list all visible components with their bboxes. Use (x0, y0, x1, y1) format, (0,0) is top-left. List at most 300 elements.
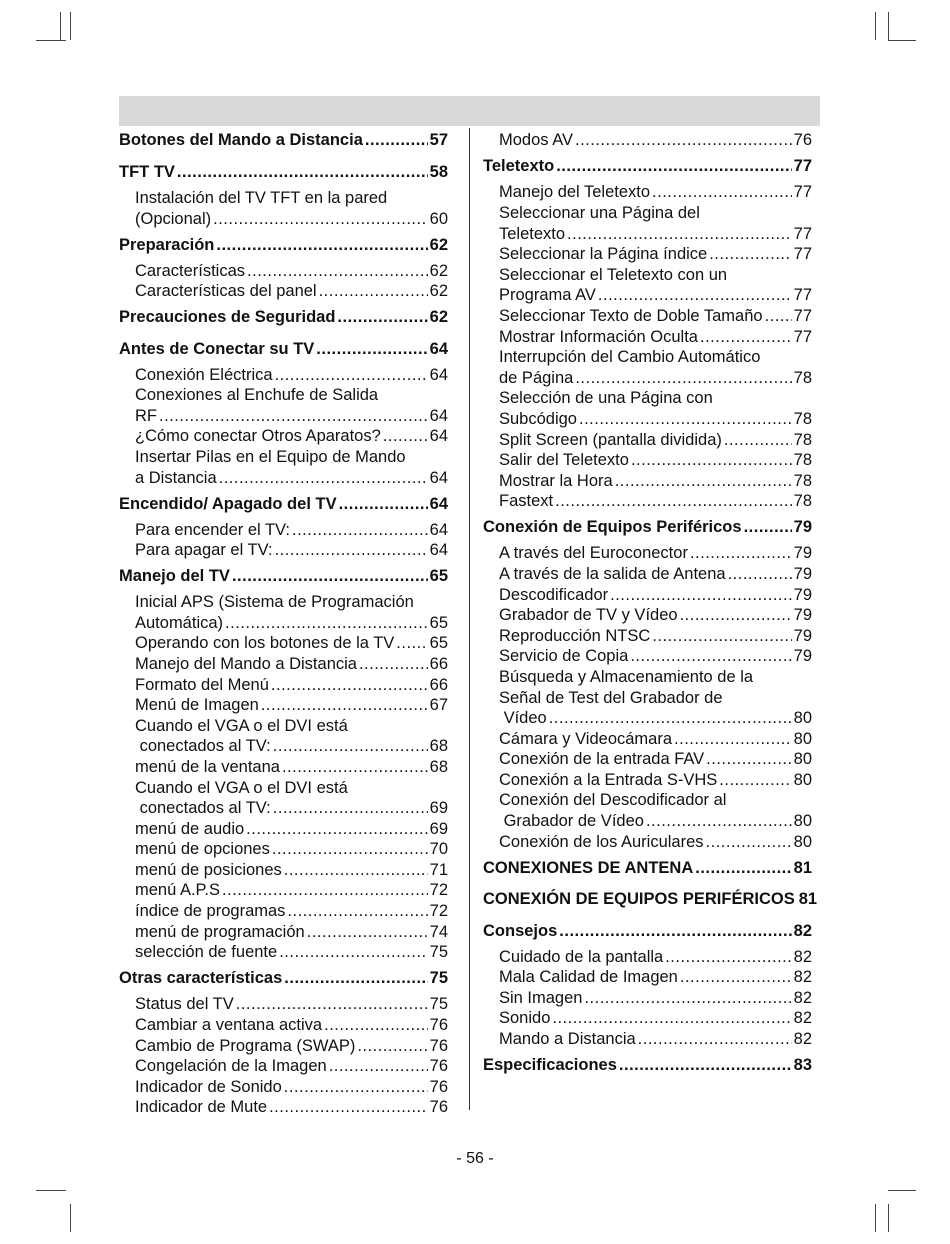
toc-entry (135, 366, 448, 385)
dot-leader (579, 410, 792, 429)
toc-entry-title: Conexión del Descodificador al (499, 791, 727, 809)
toc-entry (135, 737, 448, 756)
toc-entry-page: 76 (429, 1098, 448, 1116)
toc-entry-page: 79 (793, 606, 812, 624)
toc-entry-page: 57 (429, 131, 448, 149)
toc-entry-page: 78 (793, 451, 812, 469)
dot-leader (631, 451, 792, 470)
toc-entry (135, 995, 448, 1014)
toc-entry (135, 189, 448, 208)
toc-entry-title: Vídeo (499, 709, 547, 727)
toc-entry (135, 1098, 448, 1117)
toc-entry-page: 64 (429, 521, 448, 539)
dot-leader (339, 495, 428, 514)
toc-entry-title: Status del TV (135, 995, 234, 1013)
toc-entry (135, 469, 448, 488)
toc-entry-page: 70 (429, 840, 448, 858)
toc-entry-title: índice de programas (135, 902, 286, 920)
toc-entry-title: Características del panel (135, 282, 317, 300)
toc-entry-title: CONEXIONES DE ANTENA (483, 859, 694, 877)
dot-leader (706, 833, 792, 852)
toc-entry (135, 1078, 448, 1097)
dot-leader (279, 943, 427, 962)
toc-entry-page: 65 (429, 614, 448, 632)
toc-entry-page: 75 (429, 969, 448, 987)
toc-section (483, 890, 818, 909)
dot-leader (275, 366, 428, 385)
toc-entry (135, 943, 448, 962)
toc-entry-title: ¿Cómo conectar Otros Aparatos? (135, 427, 381, 445)
toc-entry-page: 77 (793, 328, 812, 346)
toc-entry-title: menú A.P.S (135, 881, 221, 899)
dot-leader (556, 157, 791, 176)
dot-leader (219, 469, 428, 488)
toc-section (483, 922, 812, 941)
toc-entry (499, 989, 812, 1008)
toc-entry-title: Preparación (119, 236, 215, 254)
toc-entry-title: Encendido/ Apagado del TV (119, 495, 337, 513)
toc-entry-title: Inicial APS (Sistema de Programación (135, 593, 414, 611)
toc-entry-page: 78 (793, 410, 812, 428)
dot-leader (665, 948, 791, 967)
toc-entry-title: Mostrar Información Oculta (499, 328, 698, 346)
toc-entry-page: 77 (793, 183, 812, 201)
toc-entry (499, 389, 812, 408)
dot-leader (246, 820, 427, 839)
toc-entry-page: 71 (429, 861, 448, 879)
dot-leader (706, 750, 791, 769)
toc-entry (499, 647, 812, 666)
toc-entry (135, 1057, 448, 1076)
column-divider (469, 128, 470, 1110)
toc-entry (499, 451, 812, 470)
toc-entry (499, 431, 812, 450)
toc-entry (499, 730, 812, 749)
toc-entry (135, 861, 448, 880)
toc-entry-page: 83 (793, 1056, 812, 1074)
toc-entry-page: 80 (793, 730, 812, 748)
toc-entry-title: Formato del Menú (135, 676, 269, 694)
toc-section (119, 495, 448, 514)
toc-entry-title: Descodificador (499, 586, 609, 604)
toc-entry (499, 369, 812, 388)
toc-section (483, 518, 812, 537)
toc-section (483, 859, 812, 878)
toc-entry (135, 655, 448, 674)
dot-leader (273, 799, 428, 818)
toc-entry-page: 77 (793, 157, 812, 175)
toc-entry-page: 77 (793, 307, 812, 325)
dot-leader (700, 328, 792, 347)
toc-entry-title: menú de posiciones (135, 861, 282, 879)
toc-entry-title: Programa AV (499, 286, 596, 304)
toc-entry (135, 541, 448, 560)
toc-entry-page: 62 (429, 308, 448, 326)
toc-entry (135, 1037, 448, 1056)
toc-section (119, 308, 448, 327)
toc-entry-page: 79 (793, 518, 812, 536)
toc-entry-page: 82 (793, 989, 812, 1007)
toc-entry-title: Para encender el TV: (135, 521, 291, 539)
toc-entry (135, 676, 448, 695)
toc-entry-page: 64 (429, 427, 448, 445)
toc-entry-page: 80 (793, 709, 812, 727)
toc-entry-title: Conexiones al Enchufe de Salida (135, 386, 379, 404)
toc-entry-title: Búsqueda y Almacenamiento de la (499, 668, 754, 686)
toc-entry (135, 262, 448, 281)
toc-entry-title: Insertar Pilas en el Equipo de Mando (135, 448, 406, 466)
toc-entry-title: TFT TV (119, 163, 175, 181)
toc-entry-page: 80 (793, 750, 812, 768)
toc-entry-title: Mostrar la Hora (499, 472, 613, 490)
dot-leader (324, 1016, 428, 1035)
toc-entry-title: Automática) (135, 614, 224, 632)
toc-entry-page: 76 (429, 1037, 448, 1055)
toc-entry-page: 80 (793, 771, 812, 789)
toc-entry-title: Grabador de Vídeo (499, 812, 644, 830)
dot-leader (728, 565, 792, 584)
toc-entry-title: Seleccionar una Página del (499, 204, 700, 222)
dot-leader (275, 541, 428, 560)
toc-entry-page: 66 (429, 655, 448, 673)
toc-entry-title: Sin Imagen (499, 989, 583, 1007)
dot-leader (284, 1078, 428, 1097)
toc-entry-page: 65 (429, 634, 448, 652)
dot-leader (744, 518, 792, 537)
toc-entry-page: 64 (429, 407, 448, 425)
toc-entry-title: Antes de Conectar su TV (119, 340, 315, 358)
toc-entry-title: Para apagar el TV: (135, 541, 273, 559)
dot-leader (225, 614, 428, 633)
toc-entry-title: a Distancia (135, 469, 217, 487)
dot-leader (159, 407, 428, 426)
toc-entry-title: Indicador de Mute (135, 1098, 268, 1116)
toc-entry-title: Conexión de los Auriculares (499, 833, 704, 851)
dot-leader (630, 647, 791, 666)
toc-entry (135, 820, 448, 839)
toc-entry-page: 62 (429, 282, 448, 300)
dot-leader (357, 1037, 427, 1056)
toc-entry-title: de Página (499, 369, 574, 387)
dot-leader (284, 861, 428, 880)
toc-entry-title: Salir del Teletexto (499, 451, 629, 469)
toc-entry-title: menú de programación (135, 923, 305, 941)
toc-entry-page: 75 (429, 995, 448, 1013)
dot-leader (271, 676, 428, 695)
toc-entry (135, 1016, 448, 1035)
toc-entry (135, 593, 448, 612)
toc-entry (499, 348, 812, 367)
toc-entry (499, 183, 812, 202)
toc-entry-page: 82 (793, 968, 812, 986)
toc-entry (499, 1009, 812, 1028)
toc-entry-page: 79 (793, 544, 812, 562)
toc-entry-page: 76 (793, 131, 812, 149)
toc-entry-page: 64 (429, 340, 448, 358)
toc-entry-title: menú de opciones (135, 840, 270, 858)
dot-leader (638, 1030, 792, 1049)
dot-leader (247, 262, 428, 281)
dot-leader (709, 245, 791, 264)
toc-entry-title: Grabador de TV y Vídeo (499, 606, 678, 624)
toc-entry-page: 60 (429, 210, 448, 228)
toc-entry-title: (Opcional) (135, 210, 212, 228)
toc-section (483, 1056, 812, 1075)
toc-entry-page: 79 (793, 565, 812, 583)
toc-entry-page: 64 (429, 469, 448, 487)
dot-leader (177, 163, 428, 182)
dot-leader (719, 771, 791, 790)
dot-leader (674, 730, 792, 749)
toc-entry-title: Instalación del TV TFT en la pared (135, 189, 388, 207)
dot-leader (396, 634, 427, 653)
toc-entry (499, 791, 812, 810)
dot-leader (680, 968, 792, 987)
toc-entry-title: Servicio de Copia (499, 647, 629, 665)
toc-entry (135, 840, 448, 859)
toc-entry (499, 544, 812, 563)
toc-section (119, 567, 448, 586)
toc-entry-title: Fastext (499, 492, 554, 510)
dot-leader (598, 286, 792, 305)
toc-entry (135, 758, 448, 777)
toc-entry (499, 812, 812, 831)
toc-entry-title: Seleccionar la Página índice (499, 245, 708, 263)
toc-entry-page: 64 (429, 366, 448, 384)
dot-leader (575, 131, 792, 150)
dot-leader (552, 1009, 791, 1028)
toc-entry (135, 210, 448, 229)
toc-entry-page: 65 (429, 567, 448, 585)
toc-entry-page: 68 (429, 758, 448, 776)
dot-leader (690, 544, 792, 563)
toc-entry-page: 82 (793, 922, 812, 940)
toc-entry-page: 78 (793, 492, 812, 510)
toc-entry-title: Seleccionar el Teletexto con un (499, 266, 728, 284)
toc-entry (135, 386, 448, 405)
toc-entry-page: 72 (429, 881, 448, 899)
toc-entry (135, 881, 448, 900)
toc-entry-page: 58 (429, 163, 448, 181)
toc-entry (499, 307, 812, 326)
toc-entry (499, 689, 812, 708)
toc-entry-title: menú de audio (135, 820, 245, 838)
toc-entry-title: Sonido (499, 1009, 551, 1027)
toc-section (119, 131, 448, 150)
toc-entry-title: Botones del Mando a Distancia (119, 131, 363, 149)
dot-leader (575, 369, 791, 388)
toc-entry-title: Conexión de Equipos Periféricos (483, 518, 742, 536)
toc-entry-title: Operando con los botones de la TV (135, 634, 395, 652)
toc-entry-page: 62 (429, 262, 448, 280)
toc-entry-title: Congelación de la Imagen (135, 1057, 327, 1075)
toc-entry (135, 282, 448, 301)
dot-leader (555, 492, 792, 511)
toc-entry-title: Cuando el VGA o el DVI está (135, 779, 348, 797)
toc-entry-page: 77 (793, 225, 812, 243)
toc-entry-title: menú de la ventana (135, 758, 280, 776)
toc-entry (135, 799, 448, 818)
toc-entry (499, 968, 812, 987)
toc-entry (499, 833, 812, 852)
toc-entry-page: 82 (793, 1009, 812, 1027)
toc-entry-page: 72 (429, 902, 448, 920)
toc-section (119, 236, 448, 255)
header-bar (119, 96, 820, 126)
toc-entry-page: 67 (429, 696, 448, 714)
dot-leader (213, 210, 428, 229)
toc-entry-page: 78 (793, 472, 812, 490)
dot-leader (646, 812, 792, 831)
dot-leader (232, 567, 428, 586)
toc-entry-page: 78 (793, 431, 812, 449)
toc-entry-title: Conexión Eléctrica (135, 366, 273, 384)
dot-leader (724, 431, 792, 450)
dot-leader (765, 307, 792, 326)
toc-entry-title: selección de fuente (135, 943, 278, 961)
toc-entry-title: Precauciones de Seguridad (119, 308, 336, 326)
toc-entry-page: 82 (793, 1030, 812, 1048)
toc-entry (499, 627, 812, 646)
dot-leader (319, 282, 428, 301)
dot-leader (549, 709, 792, 728)
dot-leader (261, 696, 428, 715)
toc-entry (135, 614, 448, 633)
toc-entry (499, 286, 812, 305)
dot-leader (236, 995, 428, 1014)
dot-leader (272, 840, 428, 859)
toc-entry-page: 77 (793, 245, 812, 263)
toc-entry-title: Menú de Imagen (135, 696, 259, 714)
toc-entry-title: Seleccionar Texto de Doble Tamaño (499, 307, 763, 325)
dot-leader (337, 308, 427, 327)
toc-entry-title: Interrupción del Cambio Automático (499, 348, 761, 366)
toc-entry (499, 492, 812, 511)
dot-leader (365, 131, 428, 150)
toc-entry (499, 668, 812, 687)
toc-entry (499, 225, 812, 244)
dot-leader (284, 969, 427, 988)
dot-leader (652, 627, 791, 646)
toc-section (483, 157, 812, 176)
dot-leader (567, 225, 792, 244)
toc-entry-title: Manejo del TV (119, 567, 230, 585)
toc-entry-title: Otras características (119, 969, 283, 987)
dot-leader (584, 989, 791, 1008)
toc-entry-title: Modos AV (499, 131, 573, 149)
toc-entry-page: 62 (429, 236, 448, 254)
toc-entry-title: Especificaciones (483, 1056, 617, 1074)
toc-entry-title: A través de la salida de Antena (499, 565, 726, 583)
toc-entry-title: Cuidado de la pantalla (499, 948, 664, 966)
toc-entry-title: Manejo del Mando a Distancia (135, 655, 357, 673)
toc-entry-page: 76 (429, 1078, 448, 1096)
toc-entry (499, 565, 812, 584)
toc-entry-title: Mando a Distancia (499, 1030, 636, 1048)
dot-leader (287, 902, 427, 921)
toc-entry (135, 407, 448, 426)
toc-entry (135, 634, 448, 653)
toc-entry-title: Selección de una Página con (499, 389, 713, 407)
toc-entry-title: CONEXIÓN DE EQUIPOS PERIFÉRICOS (483, 890, 795, 908)
toc-entry (499, 709, 812, 728)
toc-entry (499, 245, 812, 264)
toc-entry-title: RF (135, 407, 157, 425)
dot-leader (610, 586, 792, 605)
toc-entry-page: 77 (793, 286, 812, 304)
dot-leader (216, 236, 427, 255)
toc-entry-title: conectados al TV: (135, 799, 271, 817)
toc-entry-title: Cuando el VGA o el DVI está (135, 717, 348, 735)
toc-entry-title: conectados al TV: (135, 737, 271, 755)
dot-leader (273, 737, 428, 756)
dot-leader (282, 758, 428, 777)
toc-entry-title: Mala Calidad de Imagen (499, 968, 678, 986)
toc-entry (135, 902, 448, 921)
toc-entry (499, 606, 812, 625)
dot-leader (619, 1056, 792, 1075)
toc-entry-title: Subcódigo (499, 410, 577, 428)
toc-entry-page: 81 (793, 859, 812, 877)
toc-entry-page: 79 (793, 586, 812, 604)
toc-entry-title: Características (135, 262, 246, 280)
toc-entry (499, 771, 812, 790)
toc-entry (499, 131, 812, 150)
toc-entry (135, 923, 448, 942)
dot-leader (316, 340, 427, 359)
dot-leader (615, 472, 792, 491)
toc-entry-title: Teletexto (499, 225, 566, 243)
toc-entry (499, 472, 812, 491)
toc-entry (135, 521, 448, 540)
toc-entry-title: Conexión de la entrada FAV (499, 750, 705, 768)
toc-entry (499, 1030, 812, 1049)
toc-entry-page: 64 (429, 541, 448, 559)
dot-leader (695, 859, 791, 878)
toc-entry (499, 586, 812, 605)
toc-entry-title: Cámara y Videocámara (499, 730, 673, 748)
toc-entry (499, 948, 812, 967)
toc-entry-page: 81 (798, 890, 818, 908)
toc-entry (135, 779, 448, 798)
dot-leader (559, 922, 791, 941)
toc-entry-page: 68 (429, 737, 448, 755)
toc-entry (135, 448, 448, 467)
toc-entry-page: 80 (793, 812, 812, 830)
toc-entry-title: Split Screen (pantalla dividida) (499, 431, 722, 449)
toc-entry-page: 79 (793, 627, 812, 645)
toc-entry (499, 410, 812, 429)
toc-entry (499, 266, 812, 285)
toc-entry-page: 78 (793, 369, 812, 387)
toc-entry (499, 328, 812, 347)
toc-section (119, 163, 448, 182)
toc-entry-page: 80 (793, 833, 812, 851)
dot-leader (329, 1057, 428, 1076)
toc-entry-title: Reproducción NTSC (499, 627, 651, 645)
toc-entry-title: Manejo del Teletexto (499, 183, 651, 201)
page-number: - 56 - (456, 1150, 494, 1167)
dot-leader (652, 183, 792, 202)
toc-entry-title: Cambio de Programa (SWAP) (135, 1037, 356, 1055)
toc-entry (499, 204, 812, 223)
toc-entry-title: Teletexto (483, 157, 555, 175)
toc-entry (499, 750, 812, 769)
toc-entry-page: 64 (429, 495, 448, 513)
toc-entry-title: Consejos (483, 922, 558, 940)
toc-entry-page: 69 (429, 820, 448, 838)
toc-entry-page: 69 (429, 799, 448, 817)
